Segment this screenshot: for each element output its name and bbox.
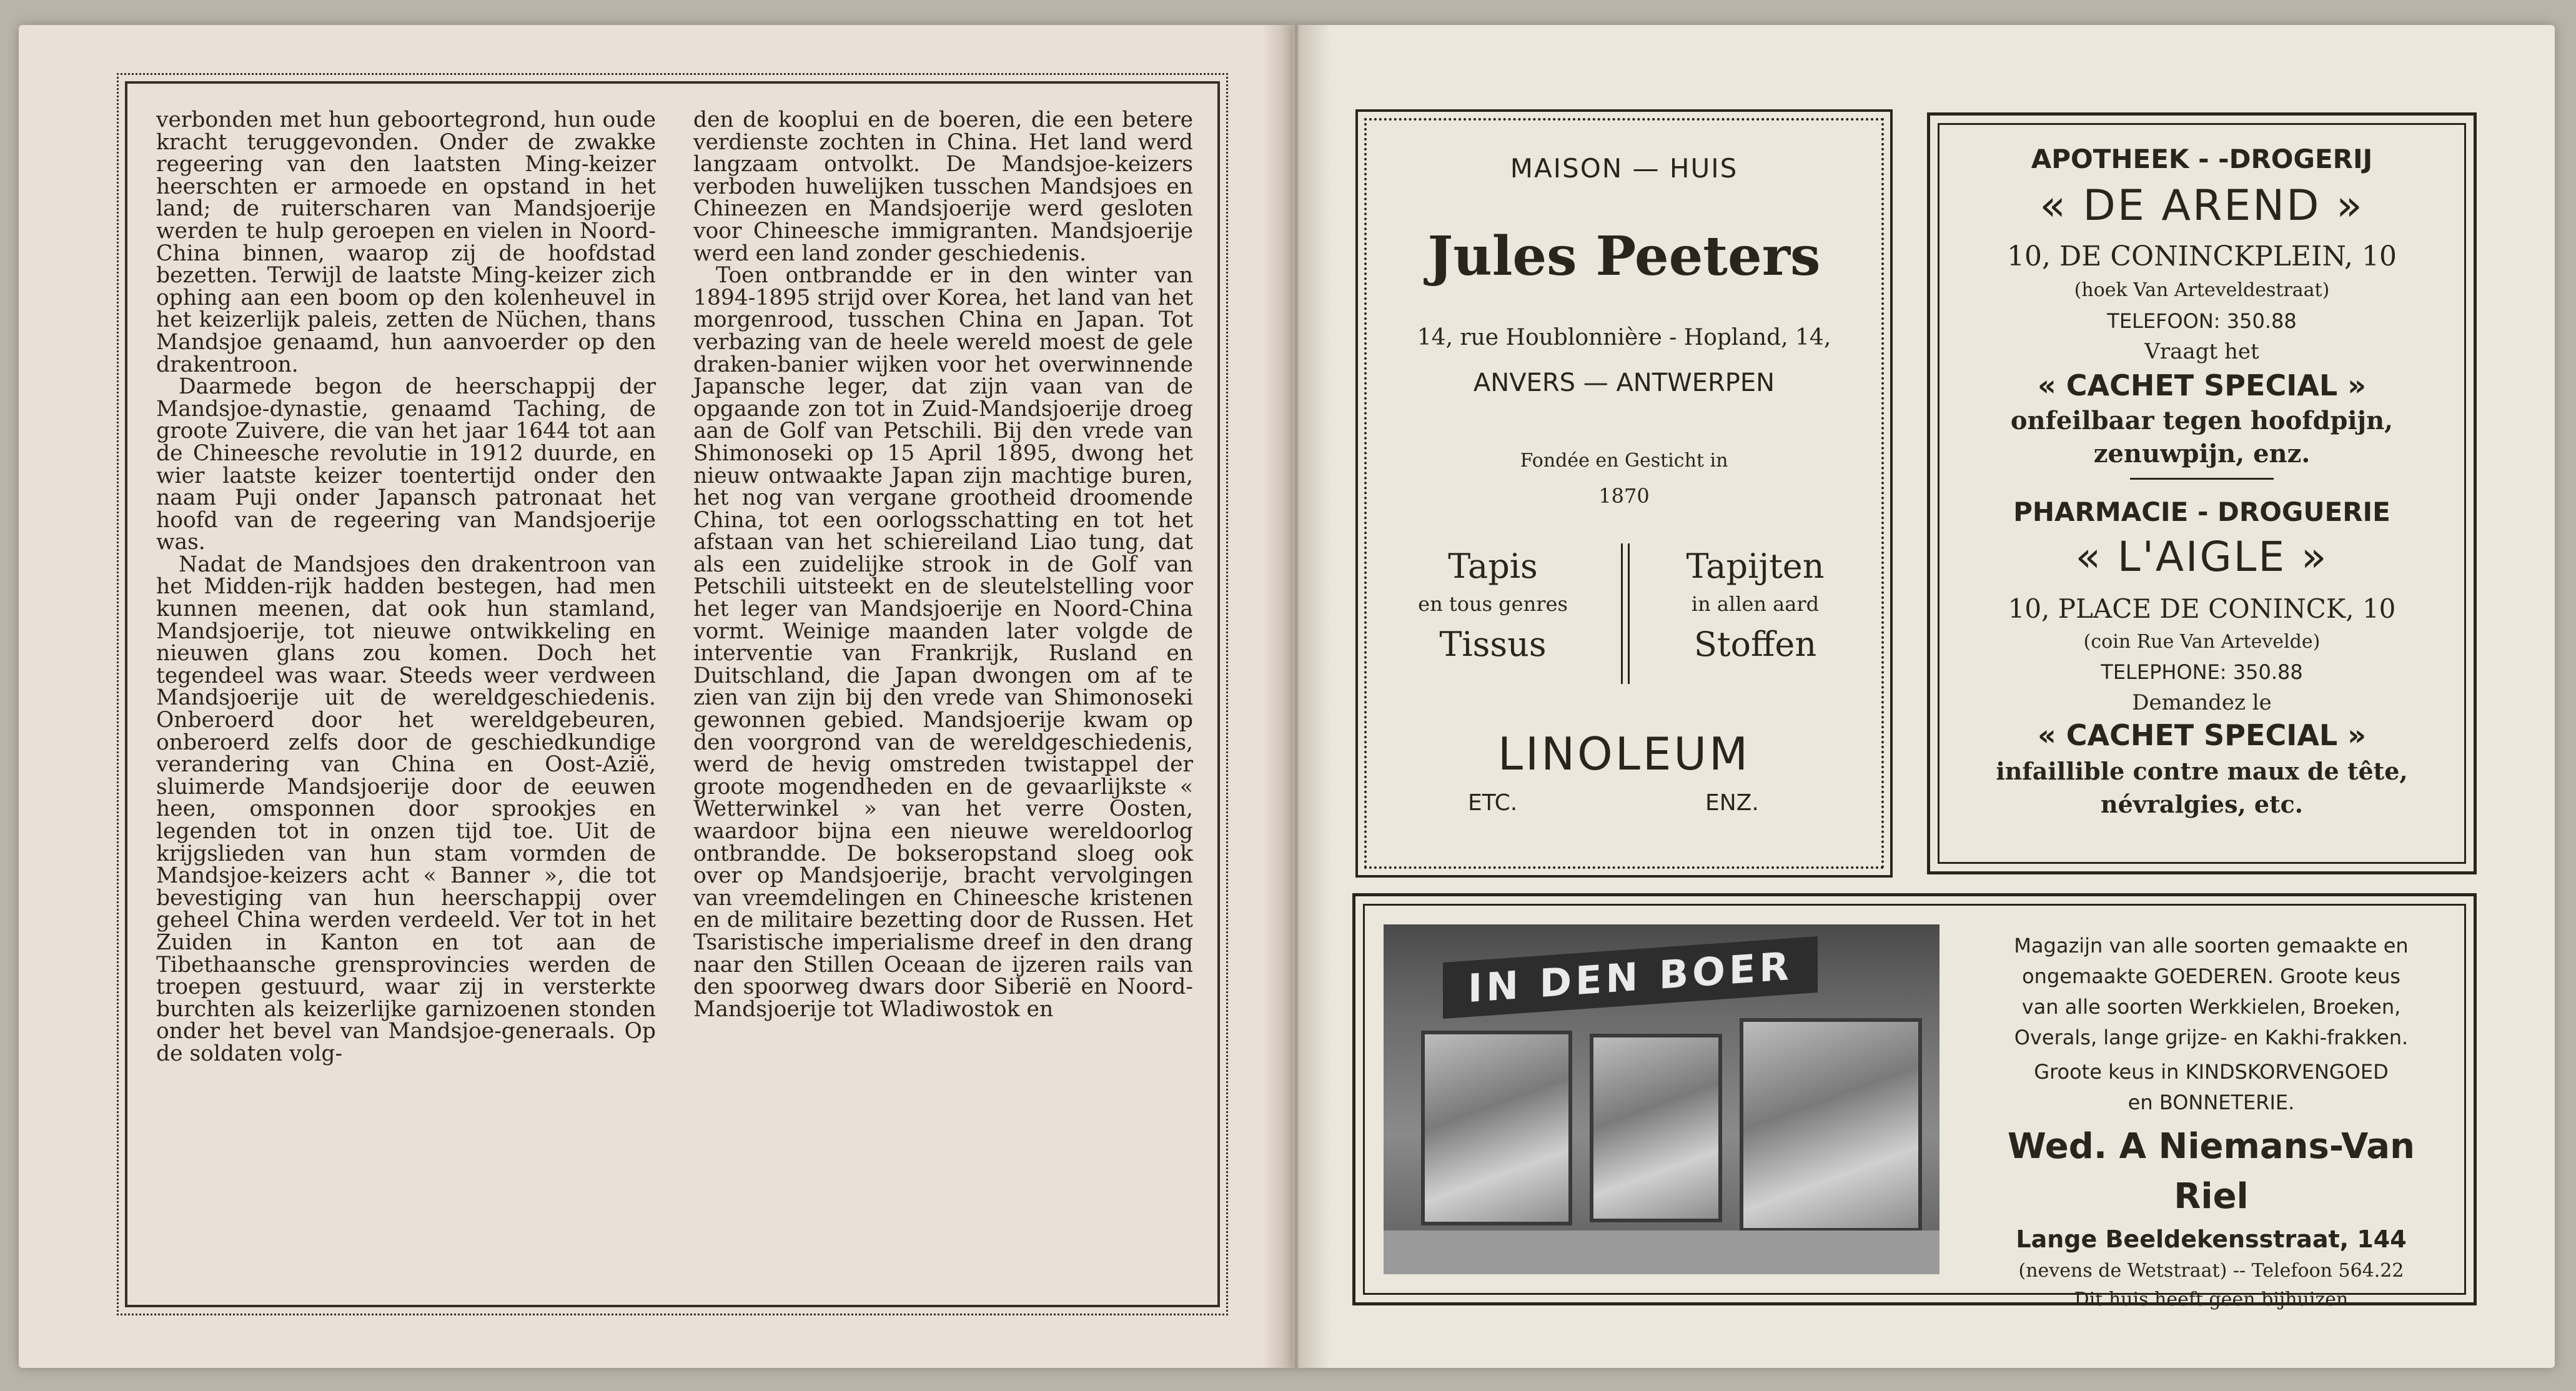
ad-line: ongemaakte GOEDEREN. Groote keus: [2022, 964, 2400, 988]
article-columns: [156, 109, 1193, 1277]
ad-line: 10, DE CONINCKPLEIN, 10: [2007, 240, 2397, 272]
ad-line: Demandez le: [2132, 690, 2272, 715]
ad-line: infaillible contre maux de tête,: [1996, 757, 2408, 785]
ad-line: TELEFOON: 350.88: [2107, 309, 2297, 333]
shop-sign: IN DEN BOER: [1443, 936, 1818, 1019]
ad-year: 1870: [1598, 484, 1650, 508]
ad-address: 14, rue Houblonnière - Hopland, 14,: [1417, 325, 1831, 350]
ad-line: « L'AIGLE »: [2075, 533, 2329, 581]
ad-line: TELEPHONE: 350.88: [2101, 660, 2303, 684]
paragraph: verbonden met hun geboortegrond, hun oude kracht teruggevonden. Onder de zwakke regeering van den laatsten Ming-keizer heerschten er armoede en opstand in het land; de ruiterscharen van Mandsjoerije werden te hulp geroepen en vielen in Noord-China binnen, waarop zij de hoofdstad bezetten. Terwijl de laatste Ming-keizer zich ophing aan een boom op den kolenheuvel in het keizerlijk paleis, zetten de Nüchen, thans Mandsjoe genaamd, hun aanvoerder op den drakentroon.: [156, 107, 656, 377]
ad-line: en BONNETERIE.: [2128, 1091, 2295, 1114]
ad-line: van alle soorten Werkkielen, Broeken,: [2021, 995, 2401, 1019]
ad-allen-aard: in allen aard: [1691, 592, 1820, 616]
ad-tapijten: Tapijten: [1686, 547, 1825, 586]
article-column-1: [156, 109, 656, 1277]
paragraph: Nadat de Mandsjoes den drakentroon van het Midden-rijk hadden bestegen, had men kunnen meenen, dat ook hun stamland, Mandsjoerije, tot nieuwe ontwikkeling en nieuwen glans zou komen. Doch het tegendeel was waar. Steeds weer verdween Mandsjoerije uit de wereldgeschiedenis. Onberoerd door het wereldgebeuren, onberoerd zelfs door de geschiedkundige verandering van China en Oost-Azië, sluimerde Mandsjoerije door de eeuwen heen, omsponnen door sprookjes en legenden tot in onzen tijd toe. Uit de krijgslieden van hun stam vormden de Mandsjoe-keizers acht « Banner », die tot bevestiging van hun heerschappij over geheel China werden verdeeld. Ver tot in het Zuiden in Kanton en tot aan de Tibethaansche grensprovincies werden de troepen gestuurd, waar zij in versterkte burchten als keizerlijke garnizoenen stonden onder het bevel van Mandsjoe-generaals. Op de soldaten volg-: [156, 552, 656, 1066]
ad-enz: ENZ.: [1705, 790, 1759, 816]
ad-line: névralgies, etc.: [2100, 790, 2304, 818]
ad-line: (hoek Van Arteveldestraat): [2074, 279, 2330, 301]
paragraph: den de kooplui en de boeren, die een betere verdienste zochten in China. Het land werd langzaam ontvolkt. De Mandsjoe-keizers verboden huwelijken tusschen Mandsjoes en Chineezen en Mandsjoerije werd gesloten voor Chineesche immigranten. Mandsjoerije werd een land zonder geschiedenis.: [693, 107, 1193, 266]
article-column-2: [693, 109, 1193, 1277]
ad-line: « CACHET SPECIAL »: [2038, 369, 2366, 402]
ad-founded: Fondée en Gesticht in: [1520, 450, 1728, 472]
ad-line: PHARMACIE - DROGUERIE: [2013, 497, 2390, 527]
ad-line: Vraagt het: [2144, 339, 2259, 364]
ad-owner-name: Wed. A Niemans-Van Riel: [2008, 1126, 2415, 1217]
ad-line: Dit huis heeft geen bijhuizen: [2074, 1289, 2349, 1310]
sidewalk: [1384, 1230, 1939, 1274]
ad-line: Lange Beeldekensstraat, 144: [2016, 1225, 2407, 1253]
ad-line: Magazijn van alle soorten gemaakte en: [2014, 934, 2409, 958]
ad-line: Overals, lange grijze- en Kakhi-frakken.: [2014, 1026, 2409, 1049]
ad-company-name: Jules Peeters: [1427, 225, 1821, 288]
ad-house-label: MAISON — HUIS: [1510, 153, 1738, 184]
ad-stoffen: Stoffen: [1693, 625, 1817, 664]
ad-line: onfeilbaar tegen hoofdpijn,: [2010, 406, 2394, 435]
ad-line: « CACHET SPECIAL »: [2038, 718, 2366, 752]
ad-de-arend: [1927, 112, 2477, 874]
shop-window: [1421, 1031, 1572, 1225]
ad-line: (nevens de Wetstraat) -- Telefoon 564.22: [2018, 1260, 2404, 1282]
shop-photo: [1384, 924, 1939, 1274]
ad-etc: ETC.: [1468, 790, 1518, 816]
ad-line: 10, PLACE DE CONINCK, 10: [2008, 593, 2396, 624]
ad-line: Groote keus in KINDSKORVENGOED: [2034, 1060, 2389, 1084]
ad-jules-peeters: [1355, 109, 1893, 878]
ad-line: (coin Rue Van Artevelde): [2083, 631, 2321, 653]
ad-tous-genres: en tous genres: [1418, 592, 1568, 616]
shop-window: [1740, 1018, 1922, 1232]
ad-linoleum: LINOLEUM: [1497, 728, 1751, 780]
ad-line: APOTHEEK - -DROGERIJ: [2031, 144, 2373, 174]
ad-tapis: Tapis: [1448, 547, 1538, 586]
ad-separator: [2130, 478, 2274, 480]
ad-tissus: Tissus: [1439, 625, 1547, 664]
paragraph: Toen ontbrandde er in den winter van 1894-1895 strijd over Korea, het land van het morgenrood, tusschen China en Japan. Tot verbazing van de heele wereld moest de gele draken-banier wijken voor het overwinnende Japansche leger, dat zijn vaan van de opgaande zon tot in Zuid-Mandsjoerije droeg aan de Golf van Petschili. Bij den vrede van Shimonoseki op 15 April 1895, dwong het nieuw ontwaakte Japan zijn machtige buren, het nog van vergane grootheid droomende China, tot een oorlogsschatting en tot het afstaan van het schiereiland Liao tung, dat als een zuidelijke strook in de Golf van Petschili uitsteekt en de sleutelstelling voor het leger van Mandsjoerije en Noord-China vormt. Weinige maanden later volgde de interventie van Frankrijk, Rusland en Duitschland, die Japan dwongen om af te zien van zijn bij den vrede van Shimonoseki gewonnen gebied. Mandsjoerije kwam op den voorgrond van de wereldgeschiedenis, werd de hevig omstreden twistappel der groote mogendheden en de gevaarlijkste « Wetterwinkel » van het verre Oosten, waardoor bijna een nieuwe wereldoorlog ontbrandde. De bokseropstand sloeg ook over op Mandsjoerije, bracht vervolgingen van vreemdelingen en Chineesche kristenen en de militaire bezetting door de Russen. Het Tsaristische imperialisme dreef in den drang naar den Stillen Oceaan de ijzeren rails van den spoorweg dwars door Siberië en Noord-Mandsjoerije tot Wladiwostok en: [693, 263, 1193, 1022]
ad-city: ANVERS — ANTWERPEN: [1473, 369, 1775, 397]
gutter: [1262, 25, 1330, 1368]
ad-line: « DE AREND »: [2039, 181, 2364, 230]
shop-window: [1590, 1034, 1722, 1222]
ad-divider: [1621, 543, 1630, 684]
ad-line: zenuwpijn, enz.: [2093, 439, 2311, 468]
paragraph: Daarmede begon de heerschappij der Mandsjoe-dynastie, genaamd Taching, de groote Zuivere, die van het jaar 1644 tot aan de Chineesche revolutie in 1912 duurde, en wier laatste keizer toentertijd onder den naam Puji onder Japansch patronaat het hoofd van de regeering van Mandsjoerije was.: [156, 374, 656, 555]
